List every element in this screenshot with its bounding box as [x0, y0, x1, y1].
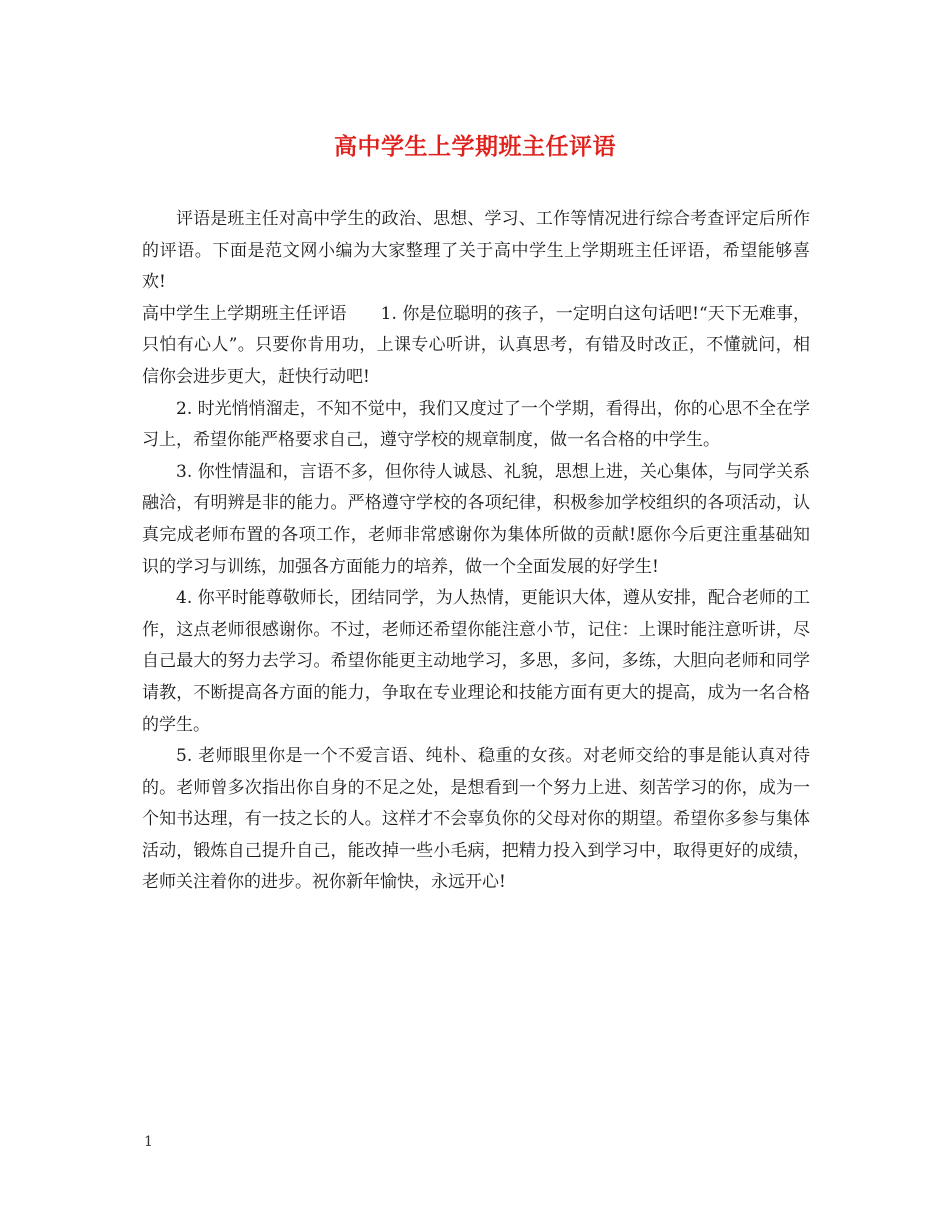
document-body [142, 204, 810, 899]
page-title: 高中学生上学期班主任评语 [334, 133, 616, 160]
intro-paragraph: 评语是班主任对高中学生的政治、思想、学习、工作等情况进行综合考查评定后所作的评语。下面是范文网小编为大家整理了关于高中学生上学期班主任评语，希望能够喜欢! [142, 209, 810, 293]
item-5-paragraph: 5. 老师眼里你是一个不爱言语、纯朴、稳重的女孩。对老师交给的事是能认真对待的。老师曾多次指出你自身的不足之处，是想看到一个努力上进、刻苦学习的你，成为一个知书达理，有一技之长的人。这样才不会辜负你的父母对你的期望。希望你多参与集体活动，锻炼自己提升自己，能改掉一些小毛病，把精力投入到学习中，取得更好的成绩，老师关注着你的进步。祝你新年愉快，永远开心! [142, 746, 810, 893]
page-number: 1 [144, 1134, 153, 1150]
item-4-paragraph: 4. 你平时能尊敬师长，团结同学，为人热情，更能识大体，遵从安排，配合老师的工作，这点老师很感谢你。不过，老师还希望你能注意小节，记住：上课时能注意听讲，尽自己最大的努力去学习。希望你能更主动地学习，多思，多问，多练，大胆向老师和同学请教，不断提高各方面的能力，争取在专业理论和技能方面有更大的提高，成为一名合格的学生。 [142, 588, 810, 735]
item-3-paragraph: 3. 你性情温和，言语不多，但你待人诚恳、礼貌，思想上进，关心集体，与同学关系融洽，有明辨是非的能力。严格遵守学校的各项纪律，积极参加学校组织的各项活动，认真完成老师布置的各项工作，老师非常感谢你为集体所做的贡献!愿你今后更注重基础知识的学习与训练，加强各方面能力的培养，做一个全面发展的好学生! [142, 461, 810, 577]
item-2-paragraph: 2. 时光悄悄溜走，不知不觉中，我们又度过了一个学期，看得出，你的心思不全在学习上，希望你能严格要求自己，遵守学校的规章制度，做一名合格的中学生。 [142, 398, 810, 451]
heading-item1-paragraph: 高中学生上学期班主任评语 1. 你是位聪明的孩子，一定明白这句话吧!“天下无难事，只怕有心人”。只要你肯用功，上课专心听讲，认真思考，有错及时改正，不懂就问，相信你会进步更大，赶快行动吧! [142, 303, 810, 387]
